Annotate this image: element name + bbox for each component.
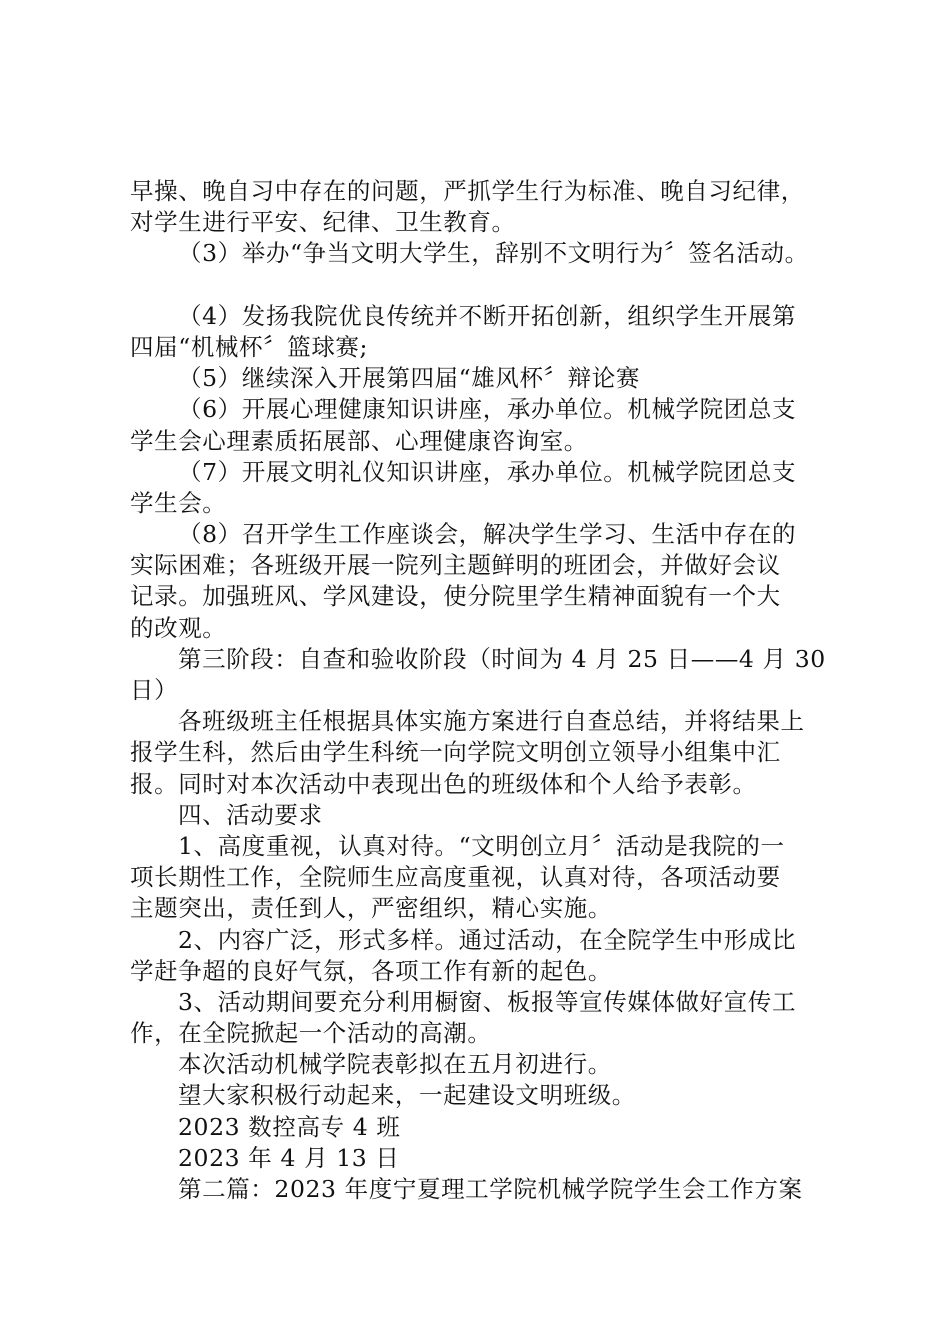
text-line: （5）继续深入开展第四届“雄风杯〞辩论赛 (178, 364, 640, 393)
text-line: 2、内容广泛，形式多样。通过活动，在全院学生中形成比 (178, 925, 797, 954)
text-line: 报。同时对本次活动中表现出色的班级体和个人给予表彰。 (130, 769, 757, 798)
text-line: 学生会。 (130, 488, 227, 517)
text-line: 3、活动期间要充分利用橱窗、板报等宣传媒体做好宣传工 (178, 987, 797, 1016)
text-line: 本次活动机械学院表彰拟在五月初进行。 (178, 1050, 612, 1079)
text-line: （8）召开学生工作座谈会，解决学生学习、生活中存在的 (178, 520, 797, 549)
text-line: 1、高度重视，认真对待。“文明创立月〞活动是我院的一 (178, 831, 785, 860)
text-line: 主题突出，责任到人，严密组织，精心实施。 (130, 894, 612, 923)
blank-line (130, 270, 850, 301)
text-line: 第三阶段：自查和验收阶段（时间为 4 月 25 日——4 月 30 (178, 644, 826, 673)
next-section-title: 第二篇：2023 年度宁夏理工学院机械学院学生会工作方案 (178, 1175, 803, 1203)
text-line: 日） (130, 676, 179, 704)
text-line: 各班级班主任根据具体实施方案进行自查总结，并将结果上 (178, 707, 805, 736)
text-line: 实际困难；各班级开展一院列主题鲜明的班团会，并做好会议 (130, 551, 781, 580)
text-line: 早操、晚自习中存在的问题，严抓学生行为标准、晚自习纪律， (130, 177, 805, 205)
text-line: 作，在全院掀起一个活动的高潮。 (130, 1019, 492, 1048)
signature-date: 2023 年 4 月 13 日 (178, 1143, 400, 1172)
text-line: 记录。加强班风、学风建设，使分院里学生精神面貌有一个大 (130, 582, 781, 611)
document-body (130, 176, 850, 1205)
text-line: 学赶争超的良好气氛，各项工作有新的起色。 (130, 956, 612, 985)
text-line: 望大家积极行动起来，一起建设文明班级。 (178, 1081, 636, 1110)
section-heading: 四、活动要求 (178, 800, 323, 829)
text-line: 报学生科，然后由学生科统一向学院文明创立领导小组集中汇 (130, 738, 781, 767)
text-line: （6）开展心理健康知识讲座，承办单位。机械学院团总支 (178, 395, 797, 424)
text-line: 的改观。 (130, 613, 227, 642)
text-line: 项长期性工作，全院师生应高度重视，认真对待，各项活动要 (130, 863, 781, 892)
text-line: （7）开展文明礼仪知识讲座，承办单位。机械学院团总支 (178, 457, 797, 486)
text-line: 学生会心理素质拓展部、心理健康咨询室。 (130, 426, 588, 455)
text-line: （4）发扬我院优良传统并不断开拓创新，组织学生开展第 (178, 301, 797, 330)
text-line: 对学生进行平安、纪律、卫生教育。 (130, 208, 516, 237)
signature-class: 2023 数控高专 4 班 (178, 1112, 401, 1141)
text-line: 四届“机械杯〞篮球赛; (130, 332, 369, 361)
text-line: （3）举办“争当文明大学生，辞别不文明行为〞签名活动。 (178, 239, 809, 268)
